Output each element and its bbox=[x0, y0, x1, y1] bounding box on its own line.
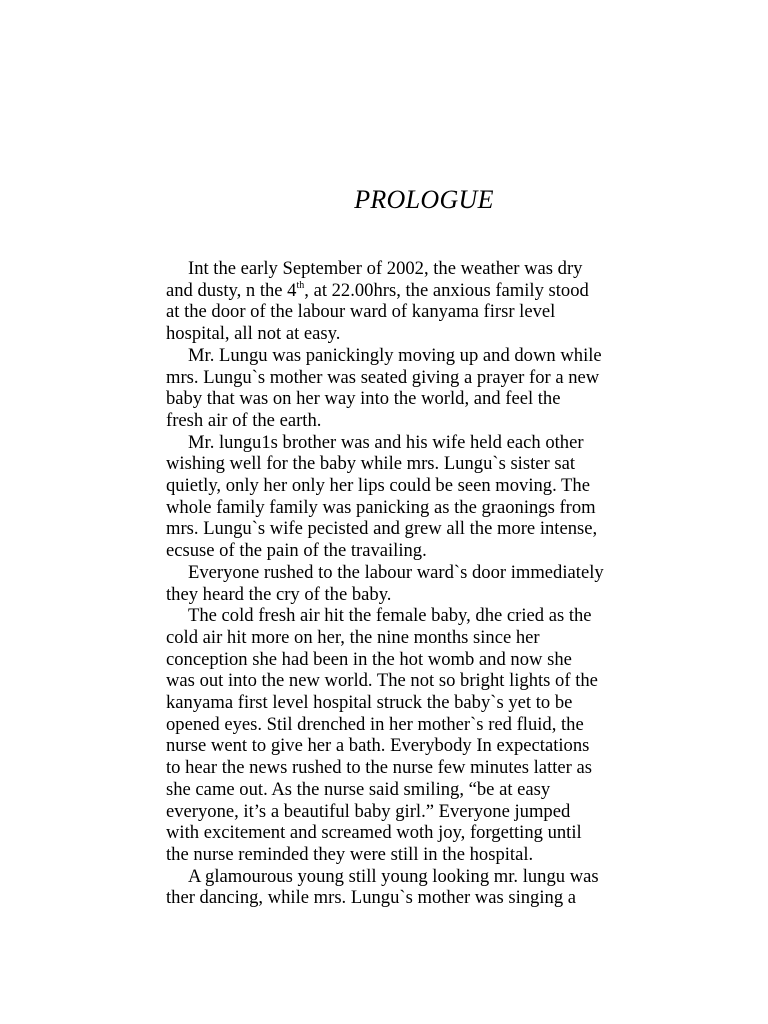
superscript: th bbox=[296, 279, 305, 291]
text-line: opened eyes. Stil drenched in her mother`s red fluid, the bbox=[166, 713, 584, 735]
text-line: mrs. Lungu`s wife pecisted and grew all the more intense, bbox=[166, 518, 598, 540]
page-title: PROLOGUE bbox=[354, 185, 494, 214]
text-line: mrs. Lungu`s mother was seated giving a prayer for a new bbox=[166, 366, 600, 388]
text-line: at the door of the labour ward of kanyama firsr level bbox=[166, 301, 556, 323]
text-line: Mr. lungu1s brother was and his wife held each other bbox=[188, 431, 584, 453]
body-text bbox=[166, 258, 666, 909]
text-line: whole family family was panicking as the graonings from bbox=[166, 496, 596, 518]
text-line: ecsuse of the pain of the travailing. bbox=[166, 540, 427, 562]
text-fragment: and dusty, n the 4 bbox=[166, 279, 297, 301]
text-line: hospital, all not at easy. bbox=[166, 323, 341, 345]
text-line: conception she had been in the hot womb and now she bbox=[166, 648, 572, 670]
text-line: kanyama first level hospital struck the baby`s yet to be bbox=[166, 692, 573, 714]
text-fragment: , at 22.00hrs, the anxious family stood bbox=[304, 279, 589, 301]
text-line: to hear the news rushed to the nurse few minutes latter as bbox=[166, 757, 592, 779]
text-line: ther dancing, while mrs. Lungu`s mother was singing a bbox=[166, 887, 577, 909]
text-line: Everyone rushed to the labour ward`s door immediately bbox=[188, 561, 604, 583]
paragraph-4 bbox=[166, 562, 666, 605]
paragraph-6 bbox=[166, 866, 666, 909]
text-line: A glamourous young still young looking mr. lungu was bbox=[188, 865, 599, 887]
text-line: cold air hit more on her, the nine months since her bbox=[166, 626, 540, 648]
paragraph-1 bbox=[166, 258, 666, 345]
text-line: baby that was on her way into the world, and feel the bbox=[166, 388, 561, 410]
paragraph-5 bbox=[166, 605, 666, 865]
text-line: The cold fresh air hit the female baby, dhe cried as the bbox=[188, 605, 592, 627]
text-line: nurse went to give her a bath. Everybody In expectations bbox=[166, 735, 590, 757]
text-line: with excitement and screamed woth joy, forgetting until bbox=[166, 822, 582, 844]
paragraph-2 bbox=[166, 345, 666, 432]
text-line: was out into the new world. The not so bright lights of the bbox=[166, 670, 598, 692]
text-line: everyone, it’s a beautiful baby girl.” Everyone jumped bbox=[166, 800, 571, 822]
text-line: she came out. As the nurse said smiling, “be at easy bbox=[166, 778, 551, 800]
text-line: fresh air of the earth. bbox=[166, 409, 322, 431]
text-line: Mr. Lungu was panickingly moving up and down while bbox=[188, 344, 602, 366]
text-line bbox=[166, 280, 666, 302]
text-line: quietly, only her only her lips could be seen moving. The bbox=[166, 475, 590, 497]
text-line: the nurse reminded they were still in the hospital. bbox=[166, 843, 534, 865]
text-line: Int the early September of 2002, the weather was dry bbox=[188, 258, 583, 279]
text-line: wishing well for the baby while mrs. Lungu`s sister sat bbox=[166, 453, 575, 475]
paragraph-3 bbox=[166, 432, 666, 562]
text-line: they heard the cry of the baby. bbox=[166, 583, 392, 605]
